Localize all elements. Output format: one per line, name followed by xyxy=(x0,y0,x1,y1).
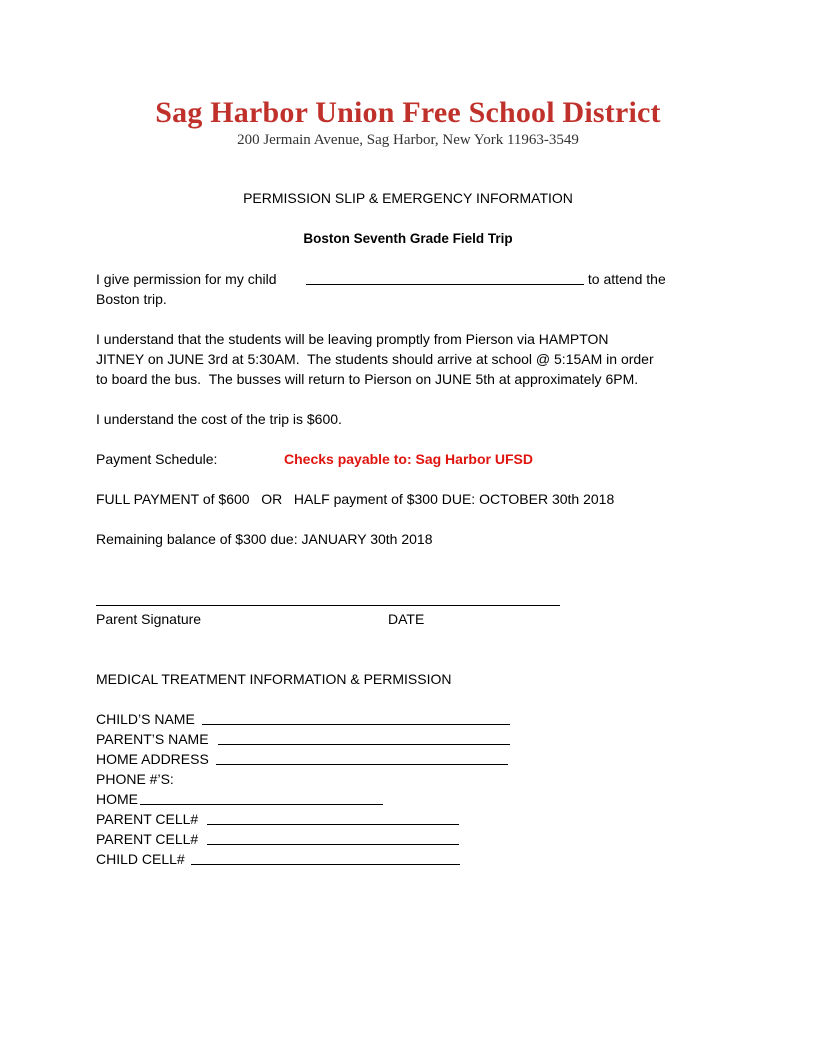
child-cell-line xyxy=(191,864,460,865)
childs-name-line xyxy=(202,724,510,725)
cost-text: I understand the cost of the trip is $600. xyxy=(96,411,342,427)
checks-payable-note: Checks payable to: Sag Harbor UFSD xyxy=(284,451,533,467)
district-address: 200 Jermain Avenue, Sag Harbor, New York 11963-3549 xyxy=(237,132,579,148)
parent-cell-2-label: PARENT CELL# xyxy=(96,831,199,847)
parent-cell-2-line xyxy=(207,844,459,845)
child-name-blank-line xyxy=(306,284,584,285)
home-address-label: HOME ADDRESS xyxy=(96,751,209,767)
parent-signature-label: Parent Signature xyxy=(96,611,202,627)
form-subtitle: Boston Seventh Grade Field Trip xyxy=(303,231,513,246)
departure-text-line1: I understand that the students will be leaving promptly from Pierson via HAMPTON xyxy=(96,331,609,347)
form-title: PERMISSION SLIP & EMERGENCY INFORMATION xyxy=(243,190,573,206)
departure-text-line3: to board the bus. The busses will return to Pierson on JUNE 5th at approximately 6PM. xyxy=(96,371,639,387)
home-phone-label: HOME xyxy=(96,791,138,807)
parent-cell-1-line xyxy=(207,824,459,825)
permission-text-end: to attend the xyxy=(584,271,666,287)
home-address-line xyxy=(216,764,508,765)
permission-text-line2: Boston trip. xyxy=(96,291,167,307)
permission-text-start: I give permission for my child xyxy=(96,271,281,287)
remaining-balance-text: Remaining balance of $300 due: JANUARY 30th 2018 xyxy=(96,531,433,547)
departure-text-line2: JITNEY on JUNE 3rd at 5:30AM. The students should arrive at school @ 5:15AM in order xyxy=(96,351,654,367)
signature-line xyxy=(96,605,560,606)
childs-name-label: CHILD’S NAME xyxy=(96,711,195,727)
phones-label: PHONE #’S: xyxy=(96,771,174,787)
home-phone-line xyxy=(140,804,383,805)
parents-name-label: PARENT’S NAME xyxy=(96,731,209,747)
payment-schedule-label: Payment Schedule: xyxy=(96,451,218,467)
parents-name-line xyxy=(218,744,510,745)
parent-cell-1-label: PARENT CELL# xyxy=(96,811,199,827)
date-label: DATE xyxy=(388,611,425,627)
medical-section-title: MEDICAL TREATMENT INFORMATION & PERMISSION xyxy=(96,671,452,687)
district-name: Sag Harbor Union Free School District xyxy=(155,96,661,129)
child-cell-label: CHILD CELL# xyxy=(96,851,185,867)
payment-due-text: FULL PAYMENT of $600 OR HALF payment of $300 DUE: OCTOBER 30th 2018 xyxy=(96,491,615,507)
